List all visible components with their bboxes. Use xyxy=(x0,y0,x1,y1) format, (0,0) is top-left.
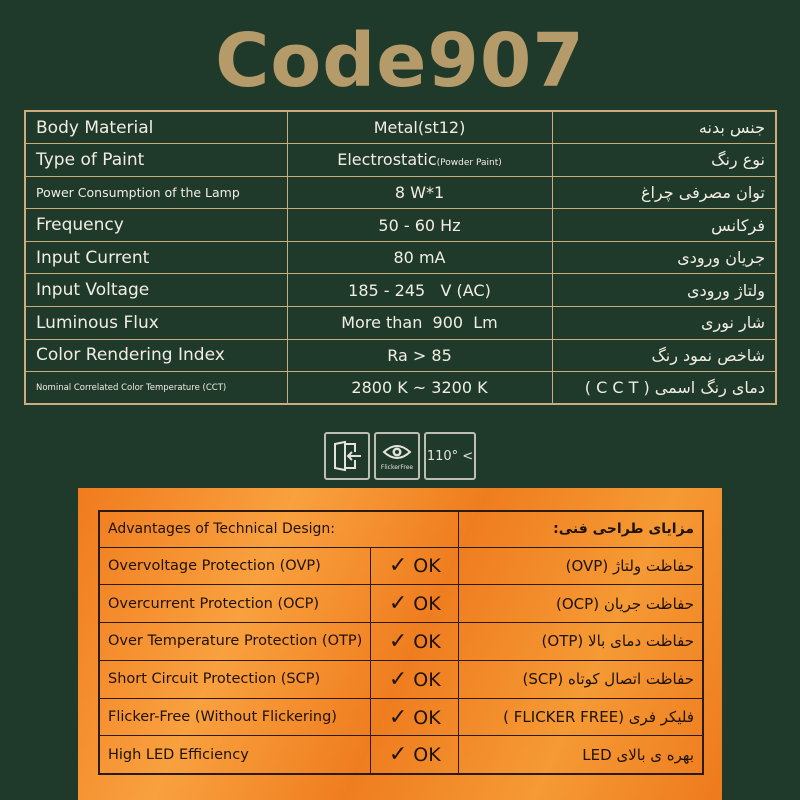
check-icon: ✓ xyxy=(388,742,408,768)
spec-value-text: More than 900 Lm xyxy=(341,313,498,333)
advantage-status xyxy=(371,547,459,585)
spec-label-en: Frequency xyxy=(25,209,287,242)
advantage-status xyxy=(371,698,459,736)
advantage-label-fa: حفاظت جریان (OCP) xyxy=(459,585,703,623)
advantage-status xyxy=(371,660,459,698)
spec-label-fa: فرکانس xyxy=(552,209,776,242)
check-icon: ✓ xyxy=(388,666,408,692)
flicker-free-caption: FlickerFree xyxy=(380,463,414,471)
advantage-label-en: Short Circuit Protection (SCP) xyxy=(99,660,371,698)
spec-label-fa: شار نوری xyxy=(552,307,776,340)
spec-value-note: (Powder Paint) xyxy=(436,158,502,169)
advantage-label-fa: حفاظت دمای بالا (OTP) xyxy=(459,623,703,661)
advantage-row xyxy=(99,623,703,661)
spec-row xyxy=(25,307,776,340)
advantage-row xyxy=(99,660,703,698)
spec-value-text: Metal(st12) xyxy=(373,118,466,138)
product-title: Code907 xyxy=(215,18,585,104)
feature-icons xyxy=(324,432,476,482)
advantage-status xyxy=(371,623,459,661)
spec-value xyxy=(287,144,552,177)
advantage-label-fa: فلیکر فری (FLICKER FREE ) xyxy=(459,698,703,736)
advantage-row xyxy=(99,547,703,585)
check-icon: ✓ xyxy=(388,704,408,730)
spec-value xyxy=(287,339,552,372)
spec-row xyxy=(25,339,776,372)
advantage-row xyxy=(99,585,703,623)
spec-value xyxy=(287,209,552,242)
spec-value xyxy=(287,111,552,144)
spec-label-en: Type of Paint xyxy=(25,144,287,177)
spec-value-text: 185 - 245 V (AC) xyxy=(348,280,491,300)
spec-row xyxy=(25,176,776,209)
advantages-title-fa: مزایای طراحی فنی: xyxy=(459,511,703,547)
spec-value-text: 80 mA xyxy=(393,248,446,268)
spec-table xyxy=(24,110,777,405)
ok-label: OK xyxy=(413,555,441,578)
ok-label: OK xyxy=(413,744,441,767)
advantages-header-row xyxy=(99,511,703,547)
spec-value-text: Electrostatic xyxy=(337,150,437,170)
spec-label-fa: ولتاژ ورودی xyxy=(552,274,776,307)
advantage-label-fa: حفاظت ولتاژ (OVP) xyxy=(459,547,703,585)
check-icon: ✓ xyxy=(388,628,408,654)
spec-label-en: Input Voltage xyxy=(25,274,287,307)
ok-label: OK xyxy=(413,630,441,653)
eye-icon xyxy=(382,442,412,462)
spec-label-en: Color Rendering Index xyxy=(25,339,287,372)
spec-value-text: 2800 K ~ 3200 K xyxy=(351,378,488,398)
spec-value xyxy=(287,274,552,307)
advantage-label-en: Overcurrent Protection (OCP) xyxy=(99,585,371,623)
spec-label-en: Body Material xyxy=(25,111,287,144)
spec-row xyxy=(25,144,776,177)
advantages-title-en: Advantages of Technical Design: xyxy=(99,511,459,547)
spec-label-en: Nominal Correlated Color Temperature (CCT) xyxy=(25,372,287,405)
advantage-label-en: Overvoltage Protection (OVP) xyxy=(99,547,371,585)
spec-value-text: Ra > 85 xyxy=(387,345,452,365)
spec-row xyxy=(25,209,776,242)
spec-label-fa: دمای رنگ اسمی ( C C T ) xyxy=(552,372,776,405)
beam-angle-badge xyxy=(424,432,476,480)
spec-row xyxy=(25,372,776,405)
flicker-free-badge xyxy=(374,432,420,480)
spec-row xyxy=(25,111,776,144)
ok-label: OK xyxy=(413,593,441,616)
advantage-label-en: Flicker-Free (Without Flickering) xyxy=(99,698,371,736)
spec-value-text: 50 - 60 Hz xyxy=(378,215,461,235)
advantage-label-en: High LED Efficiency xyxy=(99,736,371,774)
spec-label-fa: نوع رنگ xyxy=(552,144,776,177)
spec-row xyxy=(25,274,776,307)
spec-label-fa: شاخص نمود رنگ xyxy=(552,339,776,372)
ok-label: OK xyxy=(413,706,441,729)
spec-row xyxy=(25,241,776,274)
advantages-table xyxy=(98,510,704,775)
advantage-label-en: Over Temperature Protection (OTP) xyxy=(99,623,371,661)
advantage-status xyxy=(371,736,459,774)
door-exit-icon xyxy=(324,432,370,480)
advantage-row xyxy=(99,698,703,736)
advantages-panel xyxy=(78,488,722,800)
advantage-label-fa: بهره ی بالای LED xyxy=(459,736,703,774)
spec-label-fa: جریان ورودی xyxy=(552,241,776,274)
spec-value xyxy=(287,307,552,340)
ok-label: OK xyxy=(413,668,441,691)
advantage-status xyxy=(371,585,459,623)
spec-label-en: Power Consumption of the Lamp xyxy=(25,176,287,209)
spec-value xyxy=(287,372,552,405)
spec-value-text: 8 W*1 xyxy=(394,182,445,202)
spec-label-fa: جنس بدنه xyxy=(552,111,776,144)
check-icon: ✓ xyxy=(388,553,408,579)
advantage-label-fa: حفاظت اتصال کوتاه (SCP) xyxy=(459,660,703,698)
advantage-row xyxy=(99,736,703,774)
spec-label-en: Input Current xyxy=(25,241,287,274)
spec-label-en: Luminous Flux xyxy=(25,307,287,340)
spec-label-fa: توان مصرفی چراغ xyxy=(552,176,776,209)
beam-angle-label: 110° < xyxy=(426,448,474,464)
spec-value xyxy=(287,241,552,274)
check-icon: ✓ xyxy=(388,591,408,617)
spec-value xyxy=(287,176,552,209)
